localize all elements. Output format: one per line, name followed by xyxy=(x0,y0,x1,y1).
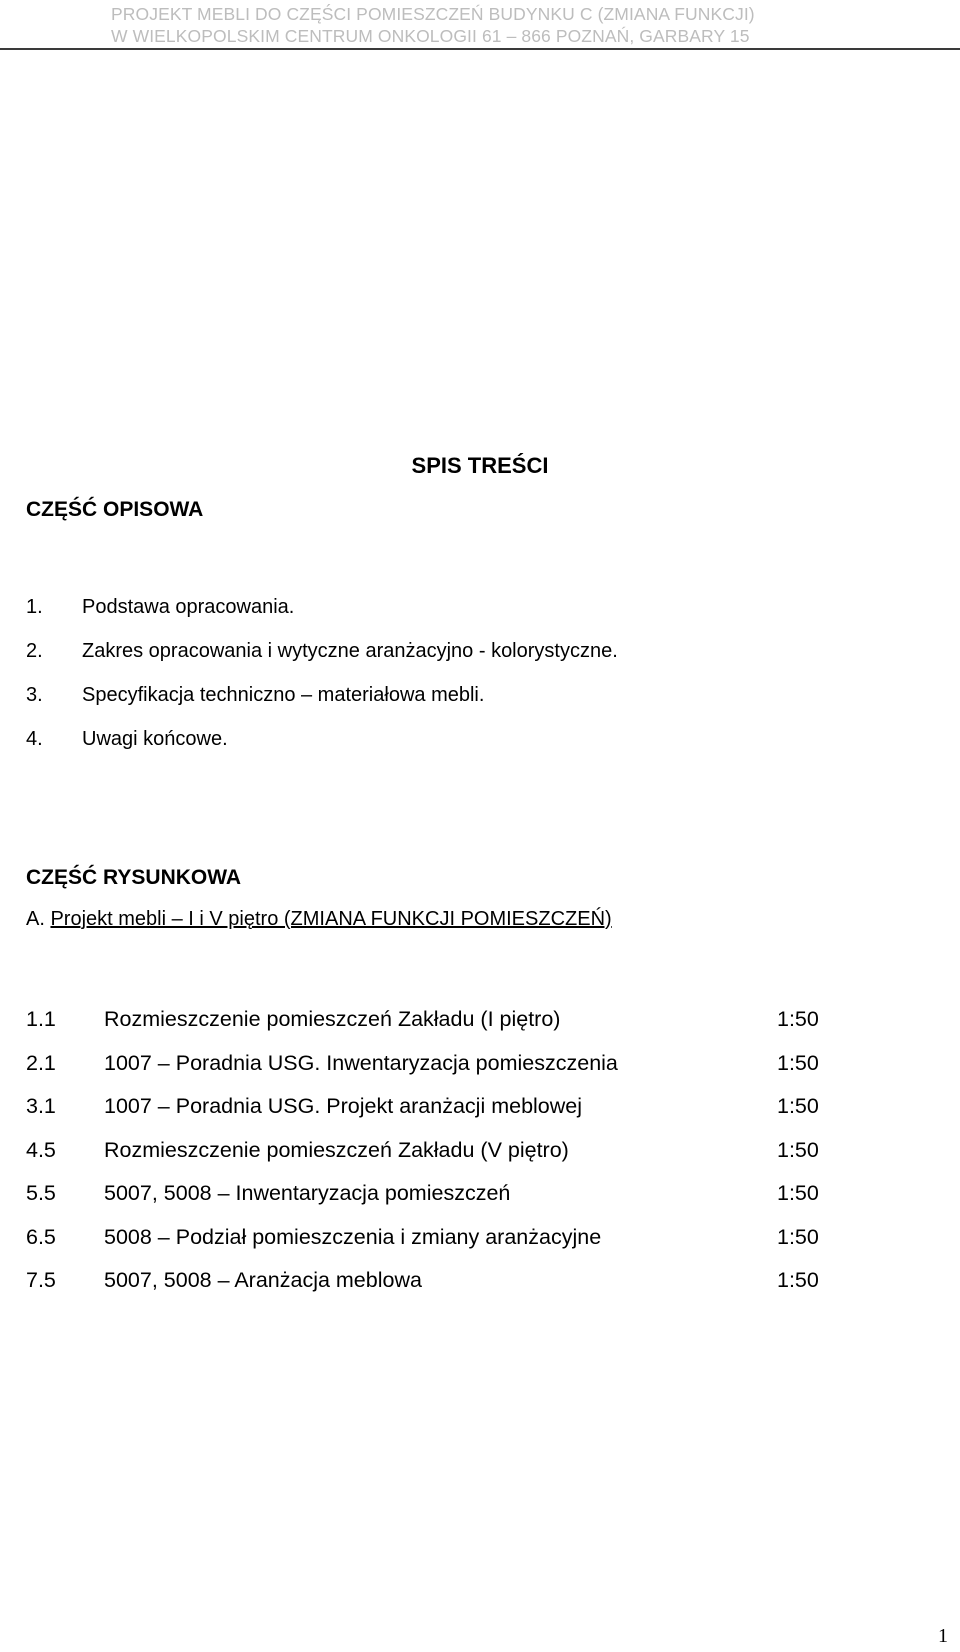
drawing-title: 5007, 5008 – Inwentaryzacja pomieszczeń xyxy=(104,1181,511,1205)
drawing-title: Rozmieszczenie pomieszczeń Zakładu (I piętro) xyxy=(104,1007,561,1031)
header-line-1: PROJEKT MEBLI DO CZĘŚCI POMIESZCZEŃ BUDYNKU C (ZMIANA FUNKCJI) xyxy=(111,4,755,24)
table-row xyxy=(26,1225,856,1269)
drawing-title: 1007 – Poradnia USG. Inwentaryzacja pomieszczenia xyxy=(104,1050,618,1075)
drawing-title: 5008 – Podział pomieszczenia i zmiany aranżacyjne xyxy=(104,1224,602,1249)
list-item-text: Specyfikacja techniczno – materiałowa mebli. xyxy=(82,684,485,706)
table-row xyxy=(26,1094,856,1138)
drawings-subsection-a xyxy=(26,908,612,931)
drawing-scale: 1:50 xyxy=(777,1268,819,1292)
drawing-number: 5.5 xyxy=(26,1181,56,1205)
page-header xyxy=(111,3,851,47)
list-item-text: Zakres opracowania i wytyczne aranżacyjno - kolorystyczne. xyxy=(82,640,618,662)
table-row xyxy=(26,1051,856,1095)
list-item-text: Podstawa opracowania. xyxy=(82,596,295,618)
list-item-number: 4. xyxy=(26,728,43,750)
drawing-number: 2.1 xyxy=(26,1050,56,1075)
drawing-number: 6.5 xyxy=(26,1224,56,1249)
drawing-title: 5007, 5008 – Aranżacja meblowa xyxy=(104,1268,422,1292)
page-number: 1 xyxy=(938,1625,948,1647)
subsection-title: Projekt mebli – I i V piętro (ZMIANA FUNKCJI POMIESZCZEŃ) xyxy=(50,908,612,930)
drawing-number: 1.1 xyxy=(26,1007,56,1031)
header-divider xyxy=(0,48,960,50)
drawing-title: 1007 – Poradnia USG. Projekt aranżacji meblowej xyxy=(104,1094,583,1118)
list-item xyxy=(26,728,618,772)
list-item-number: 1. xyxy=(26,596,43,618)
toc-title: SPIS TREŚCI xyxy=(411,453,549,478)
list-item-number: 2. xyxy=(26,640,43,662)
list-item xyxy=(26,684,618,728)
drawing-number: 3.1 xyxy=(26,1094,56,1118)
descriptive-list xyxy=(26,596,618,772)
drawings-list xyxy=(26,1007,856,1312)
table-row xyxy=(26,1181,856,1225)
table-row xyxy=(26,1138,856,1182)
list-item xyxy=(26,596,618,640)
drawing-title: Rozmieszczenie pomieszczeń Zakładu (V piętro) xyxy=(104,1137,569,1162)
header-line-2: W WIELKOPOLSKIM CENTRUM ONKOLOGII 61 – 866 POZNAŃ, GARBARY 15 xyxy=(111,26,750,46)
list-item-text: Uwagi końcowe. xyxy=(82,728,228,750)
drawing-number: 7.5 xyxy=(26,1268,56,1292)
drawings-section-heading: CZĘŚĆ RYSUNKOWA xyxy=(26,866,242,889)
table-row xyxy=(26,1268,856,1312)
drawing-scale: 1:50 xyxy=(777,1137,819,1162)
subsection-prefix: A. xyxy=(26,908,45,930)
drawing-scale: 1:50 xyxy=(777,1094,819,1118)
table-row xyxy=(26,1007,856,1051)
list-item-number: 3. xyxy=(26,684,43,706)
descriptive-section-heading: CZĘŚĆ OPISOWA xyxy=(26,498,204,521)
drawing-scale: 1:50 xyxy=(777,1224,819,1249)
drawing-scale: 1:50 xyxy=(777,1181,819,1205)
drawing-scale: 1:50 xyxy=(777,1050,819,1075)
list-item xyxy=(26,640,618,684)
drawing-scale: 1:50 xyxy=(777,1007,819,1031)
drawing-number: 4.5 xyxy=(26,1137,56,1162)
